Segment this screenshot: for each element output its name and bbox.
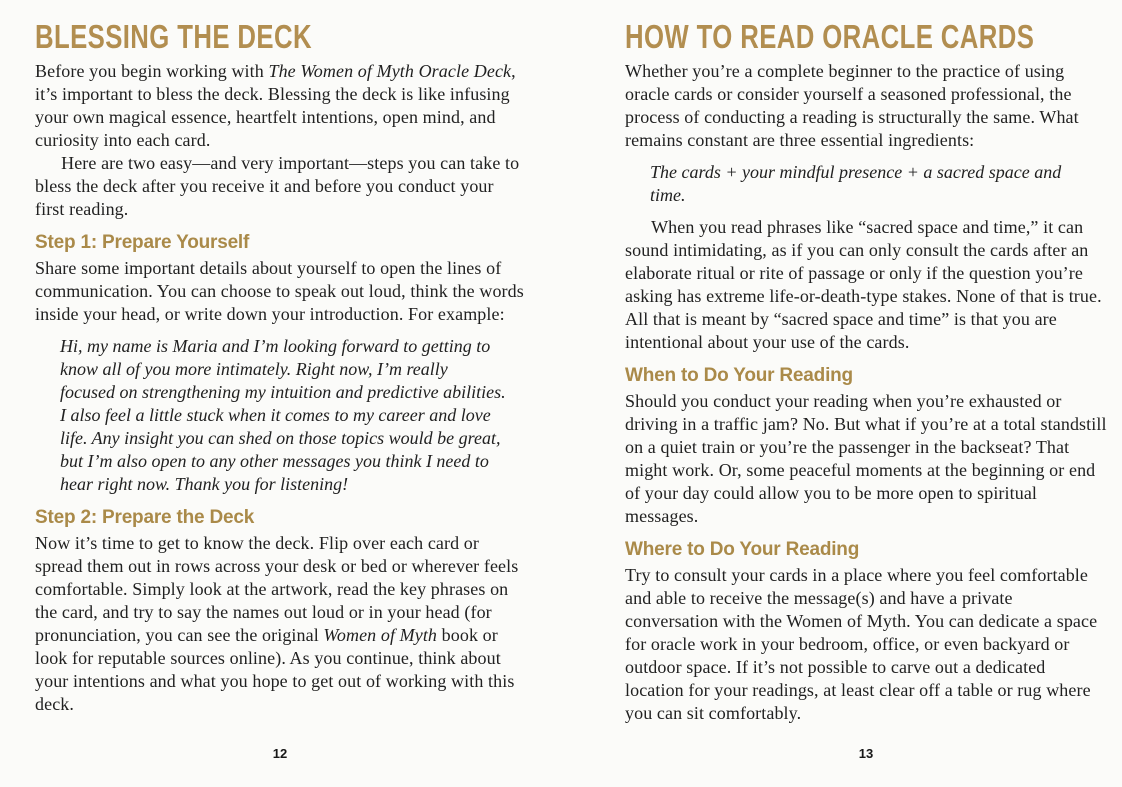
step-1-paragraph: Share some important details about yourself to open the lines of communication. You can choose to speak out loud, think the words inside your head, or write down your introduction. For example: [35, 258, 524, 324]
section-heading-step-1: Step 1: Prepare Yourself [35, 232, 250, 253]
example-introduction-quote: Hi, my name is Maria and I’m looking forward to getting to know all of you more intimately. Right now, I’m really focused on strengthening my intuition and predictive abilities. I also feel a little stuck when it comes to my career and love life. Any insight you can shed on those topics would be great, but I’m also open to any other messages you think I need to hear right now. Thank you for listening! [60, 336, 506, 494]
section-heading-step-2: Step 2: Prepare the Deck [35, 507, 255, 528]
text-run: book or look for reputable sources online). As you continue, think about your intentions and what you hope to get out of working with this deck. [35, 625, 515, 714]
book-title-italic: Women of Myth [323, 625, 438, 645]
step-2-paragraph [35, 532, 525, 716]
page-number-right: 13 [858, 746, 874, 761]
page-left [35, 20, 525, 775]
steps-intro-paragraph: Here are two easy—and very important—steps you can take to bless the deck after you receive it and before you conduct your first reading. [35, 153, 520, 219]
page-number-left: 12 [272, 746, 288, 761]
section-heading-where-to-read: Where to Do Your Reading [625, 539, 860, 560]
sacred-space-paragraph: When you read phrases like “sacred space and time,” it can sound intimidating, as if you can only consult the cards after an elaborate ritual or rite of passage or only if the question you’re asking has extreme life-or-death-type stakes. None of that is true. All that is meant by “sacred space and time” is that you are intentional about your use of the cards. [625, 217, 1102, 352]
text-run: Before you begin working with [35, 61, 269, 81]
text-run: , it’s important to bless the deck. Blessing the deck is like infusing your own magical essence, heartfelt intentions, open mind, and curiosity into each card. [35, 61, 516, 150]
intro-paragraph [35, 60, 525, 152]
page-right [625, 20, 1107, 775]
page-title-how-to-read-oracle-cards: HOW TO READ ORACLE CARDS [625, 18, 1035, 55]
book-title-italic: The Women of Myth Oracle Deck [268, 61, 512, 81]
intro-paragraph: Whether you’re a complete beginner to the practice of using oracle cards or consider yourself a seasoned professional, the process of conducting a reading is structurally the same. What remains constant are three essential ingredients: [625, 61, 1079, 150]
page-title-blessing-the-deck: BLESSING THE DECK [35, 18, 312, 55]
ingredients-quote: The cards + your mindful presence + a sacred space and time. [650, 162, 1062, 205]
text-run: Now it’s time to get to know the deck. Flip over each card or spread them out in rows across your desk or bed or wherever feels comfortable. Simply look at the artwork, read the key phrases on the card, and try to say the names out loud or in your head (for pronunciation, you can see the original [35, 533, 519, 645]
section-heading-when-to-read: When to Do Your Reading [625, 365, 853, 386]
where-to-read-paragraph: Try to consult your cards in a place where you feel comfortable and able to receive the message(s) and have a private conversation with the Women of Myth. You can dedicate a space for oracle work in your bedroom, office, or even backyard or outdoor space. If it’s not possible to carve out a dedicated location for your readings, at least clear off a table or rug where you can sit comfortably. [625, 565, 1098, 723]
when-to-read-paragraph: Should you conduct your reading when you’re exhausted or driving in a traffic jam? No. But what if you’re at a total standstill on a quiet train or you’re the passenger in the backseat? That might work. Or, some peaceful moments at the beginning or end of your day could allow you to be more open to spiritual messages. [625, 391, 1107, 526]
